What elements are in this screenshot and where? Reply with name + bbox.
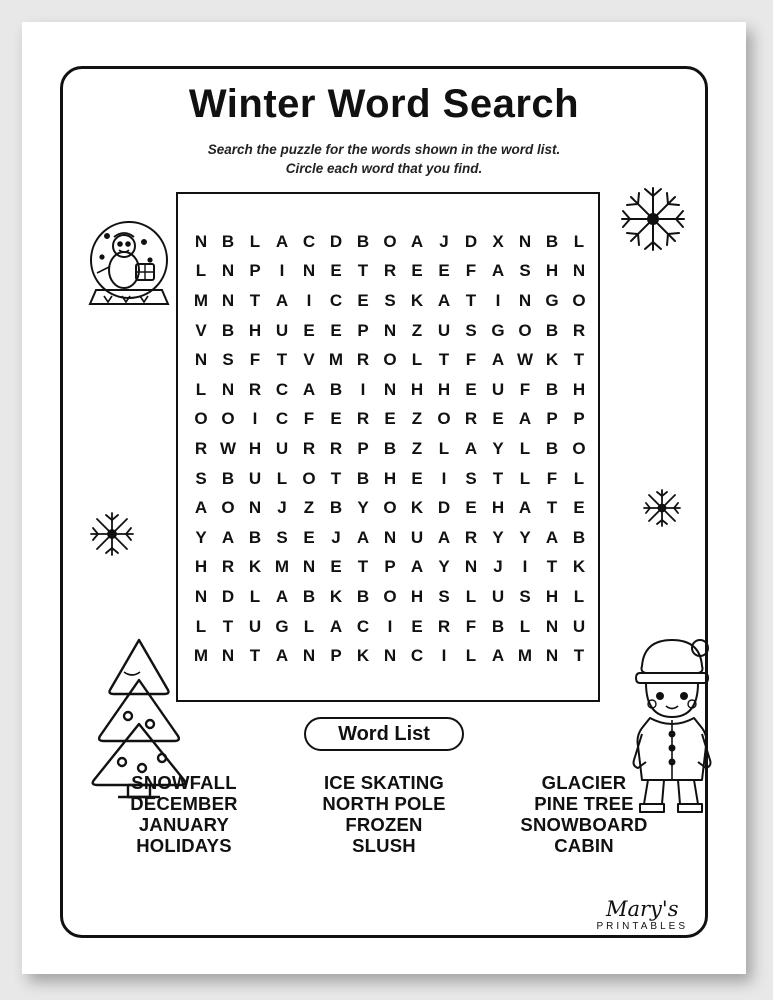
grid-cell: N [221,646,235,666]
grid-cell: H [491,498,505,518]
grid-cell: R [248,379,262,399]
grid-cell: N [383,527,397,547]
word-list-column-3 [484,772,684,856]
word-item: SNOWFALL [131,772,237,793]
word-list [84,772,684,856]
grid-cell: F [249,350,261,370]
grid-cell: U [491,586,505,606]
grid-cell: C [410,646,424,666]
grid-cell: B [383,439,397,458]
grid-cell: H [410,586,424,606]
grid-cell: V [195,320,207,340]
grid-cell: E [411,261,423,281]
grid-cell: C [302,231,316,251]
grid-cell: I [522,557,528,577]
grid-row [178,582,602,612]
instructions-line-2: Circle each word that you find. [285,161,483,176]
grid-cell: E [330,320,342,340]
grid-cell: D [329,231,343,251]
grid-cell: T [546,557,558,577]
grid-cell: L [249,586,261,606]
grid-cell: N [518,291,532,311]
grid-cell: B [248,527,262,547]
grid-cell: B [356,468,370,488]
grid-cell: B [221,320,235,340]
grid-cell: L [195,261,207,281]
grid-cell: Y [519,527,531,547]
small-snowflake-icon [86,508,138,560]
grid-cell: K [545,350,559,370]
grid-cell: U [437,320,451,340]
grid-cell: E [330,557,342,577]
grid-cell: N [194,586,208,606]
grid-cell: B [221,468,235,488]
grid-row [178,641,602,671]
grid-cell: O [437,409,451,429]
grid-cell: L [573,231,585,251]
grid-cell: N [221,291,235,311]
grid-cell: R [356,409,370,429]
grid-row [178,612,602,642]
word-item: DECEMBER [130,793,238,814]
grid-cell: J [493,557,503,577]
grid-cell: L [465,646,477,666]
grid-cell: A [410,557,424,577]
grid-cell: U [248,468,262,488]
grid-cell: A [410,231,424,251]
grid-cell: K [410,498,424,518]
grid-cell: Z [411,409,423,429]
grid-cell: B [491,616,505,636]
grid-row [178,464,602,494]
grid-cell: F [465,261,477,281]
brand-tagline: PRINTABLES [596,921,688,932]
grid-cell: C [329,291,343,311]
grid-cell: A [437,291,451,311]
grid-cell: S [465,320,477,340]
grid-cell: E [438,261,450,281]
grid-cell: I [279,261,285,281]
grid-cell: U [410,527,424,547]
grid-cell: Y [438,557,450,577]
grid-cell: N [545,616,559,636]
grid-cell: F [303,409,315,429]
grid-cell: O [572,439,586,458]
grid-cell: D [221,586,235,606]
grid-cell: L [195,379,207,399]
grid-cell: F [465,350,477,370]
grid-cell: Y [357,498,369,518]
grid-cell: L [519,616,531,636]
grid-cell: R [383,261,397,281]
grid-cell: N [302,646,316,666]
grid-cell: R [221,557,235,577]
grid-cell: S [519,586,531,606]
grid-cell: R [464,409,478,429]
grid-cell: F [519,379,531,399]
grid-cell: I [495,291,501,311]
grid-cell: T [438,350,450,370]
grid-cell: F [546,468,558,488]
grid-cell: P [249,261,261,281]
grid-cell: N [194,350,208,370]
grid-cell: A [437,527,451,547]
grid-cell: E [303,527,315,547]
grid-cell: H [545,586,559,606]
word-list-header: Word List [304,717,464,751]
grid-cell: A [275,291,289,311]
grid-cell: Y [492,439,504,458]
grid-cell: N [248,498,262,518]
grid-cell: B [329,498,343,518]
grid-cell: R [356,350,370,370]
word-item: HOLIDAYS [136,835,232,856]
grid-cell: N [302,261,316,281]
grid-cell: N [545,646,559,666]
grid-cell: S [195,468,207,488]
grid-cell: W [219,439,237,458]
grid-cell: I [441,646,447,666]
grid-cell: X [492,231,504,251]
grid-cell: O [302,468,316,488]
grid-cell: T [492,468,504,488]
grid-cell: A [491,646,505,666]
word-item: JANUARY [138,814,230,835]
grid-cell: Y [195,527,207,547]
snowflake-icon [614,180,692,258]
grid-cell: J [439,231,449,251]
grid-cell: T [276,350,288,370]
grid-cell: E [465,498,477,518]
grid-cell: P [330,646,342,666]
grid-cell: L [438,439,450,458]
grid-cell: U [275,439,289,458]
grid-cell: O [572,291,586,311]
grid-cell: Y [492,527,504,547]
grid-cell: B [545,320,559,340]
grid-cell: G [491,320,505,340]
grid-cell: Z [303,498,315,518]
grid-cell: U [275,320,289,340]
word-item: NORTH POLE [322,793,446,814]
grid-cell: J [331,527,341,547]
grid-cell: N [383,320,397,340]
small-snowflake-icon [640,486,684,530]
grid-row [178,257,602,287]
grid-cell: T [249,646,261,666]
grid-row [178,405,602,435]
grid-cell: A [275,586,289,606]
grid-cell: T [330,468,342,488]
grid-cell: S [465,468,477,488]
grid-cell: T [465,291,477,311]
grid-cell: N [194,231,208,251]
brand-logo [597,898,689,932]
grid-cell: H [545,261,559,281]
word-item: GLACIER [541,772,627,793]
grid-cell: L [573,586,585,606]
instructions-line-1: Search the puzzle for the words shown in the word list. [207,142,561,157]
grid-cell: A [221,527,235,547]
snow-globe-icon [74,212,184,322]
grid-cell: M [328,350,344,370]
brand-name: Mary's [606,897,679,921]
grid-cell: P [546,409,558,429]
grid-cell: B [545,439,559,458]
word-item: FROZEN [345,814,423,835]
grid-cell: J [277,498,287,518]
grid-cell: C [275,409,289,429]
grid-cell: L [303,616,315,636]
grid-cell: L [195,616,207,636]
grid-cell: I [306,291,312,311]
grid-cell: N [221,261,235,281]
grid-cell: B [545,231,559,251]
grid-cell: N [572,261,586,281]
grid-row [178,523,602,553]
grid-cell: A [545,527,559,547]
grid-cell: P [357,320,369,340]
grid-cell: D [464,231,478,251]
grid-row [178,434,602,464]
word-item: PINE TREE [534,793,634,814]
grid-cell: S [222,350,234,370]
grid-cell: G [545,291,559,311]
grid-cell: S [519,261,531,281]
grid-row [178,286,602,316]
grid-cell: M [193,291,209,311]
grid-cell: O [194,409,208,429]
grid-cell: H [437,379,451,399]
grid-cell: E [330,261,342,281]
grid-cell: H [248,320,262,340]
grid-cell: S [276,527,288,547]
instructions [22,140,746,178]
grid-cell: R [437,616,451,636]
grid-cell: M [193,646,209,666]
grid-cell: A [302,379,316,399]
grid-cell: O [221,498,235,518]
grid-cell: N [383,646,397,666]
grid-cell: A [518,409,532,429]
grid-cell: B [302,586,316,606]
word-item: SNOWBOARD [520,814,648,835]
grid-cell: E [465,379,477,399]
grid-cell: Z [411,320,423,340]
grid-cell: L [276,468,288,488]
grid-cell: B [329,379,343,399]
grid-cell: A [491,350,505,370]
grid-cell: L [465,586,477,606]
grid-cell: E [573,498,585,518]
grid-cell: M [517,646,533,666]
grid-row [178,316,602,346]
grid-cell: H [194,557,208,577]
grid-cell: R [302,439,316,458]
grid-cell: N [221,379,235,399]
grid-cell: T [222,616,234,636]
grid-cell: N [518,231,532,251]
grid-cell: A [275,231,289,251]
grid-cell: B [356,586,370,606]
grid-cell: E [303,320,315,340]
grid-cell: V [303,350,315,370]
grid-cell: I [441,468,447,488]
grid-cell: L [519,468,531,488]
grid-cell: B [545,379,559,399]
grid-cell: N [302,557,316,577]
grid-cell: T [573,350,585,370]
grid-cell: R [464,527,478,547]
grid-cell: H [383,468,397,488]
grid-cell: T [357,261,369,281]
grid-cell: A [518,498,532,518]
grid-cell: C [356,616,370,636]
grid-cell: A [275,646,289,666]
grid-cell: O [221,409,235,429]
grid-cell: E [357,291,369,311]
grid-cell: K [410,291,424,311]
grid-cell: K [356,646,370,666]
grid-cell: W [516,350,534,370]
grid-cell: K [248,557,262,577]
grid-cell: K [572,557,586,577]
grid-row [178,375,602,405]
grid-cell: G [275,616,289,636]
grid-cell: F [465,616,477,636]
grid-cell: O [383,231,397,251]
grid-row [178,345,602,375]
grid-cell: B [356,231,370,251]
grid-cell: H [572,379,586,399]
grid-cell: L [249,231,261,251]
grid-cell: O [383,498,397,518]
grid-cell: E [411,468,423,488]
grid-row [178,227,602,257]
grid-cell: T [546,498,558,518]
grid-cell: N [464,557,478,577]
grid-cell: P [357,439,369,458]
grid-cell: E [411,616,423,636]
grid-cell: P [384,557,396,577]
grid-cell: S [438,586,450,606]
grid-cell: L [411,350,423,370]
grid-cell: R [572,320,586,340]
grid-cell: E [384,409,396,429]
grid-cell: R [329,439,343,458]
grid-cell: U [491,379,505,399]
grid-cell: N [383,379,397,399]
grid-cell: A [491,261,505,281]
page-title: Winter Word Search [188,82,580,126]
grid-cell: E [492,409,504,429]
grid-row [178,553,602,583]
grid-cell: T [249,291,261,311]
grid-cell: U [248,616,262,636]
word-list-column-2 [284,772,484,856]
word-list-column-1 [84,772,284,856]
grid-cell: A [329,616,343,636]
grid-cell: C [275,379,289,399]
grid-cell: I [252,409,258,429]
word-item: SLUSH [352,835,416,856]
grid-cell: L [573,468,585,488]
grid-cell: I [387,616,393,636]
grid-cell: Z [411,439,423,458]
grid-cell: I [360,379,366,399]
grid-cell: T [573,646,585,666]
grid-row [178,493,602,523]
grid-cell: K [329,586,343,606]
grid-cell: L [519,439,531,458]
word-item: ICE SKATING [323,772,445,793]
word-item: CABIN [554,835,614,856]
grid-cell: D [437,498,451,518]
grid-cell: U [572,616,586,636]
grid-cell: M [274,557,290,577]
grid-cell: O [518,320,532,340]
grid-cell: O [383,350,397,370]
grid-cell: H [410,379,424,399]
grid-cell: T [357,557,369,577]
grid-cell: A [194,498,208,518]
grid-cell: B [221,231,235,251]
grid-cell: B [572,527,586,547]
grid-cell: A [356,527,370,547]
word-search-grid [176,192,600,702]
grid-cell: A [464,439,478,458]
grid-cell: R [194,439,208,458]
grid-cell: P [573,409,585,429]
printable-page [22,22,746,974]
grid-cell: H [248,439,262,458]
grid-cell: S [384,291,396,311]
grid-cell: O [383,586,397,606]
grid-cell: E [330,409,342,429]
